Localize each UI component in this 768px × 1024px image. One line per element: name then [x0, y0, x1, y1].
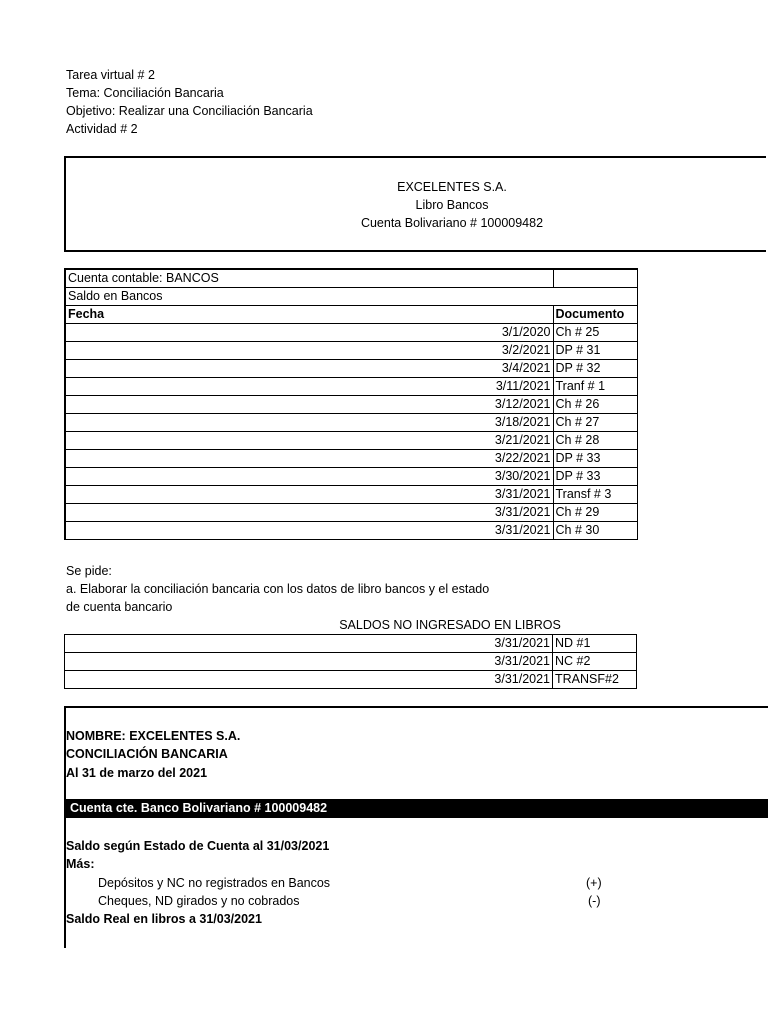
ledger-row	[65, 324, 637, 342]
ledger-row	[65, 468, 637, 486]
ledger-col-document: Documento	[553, 306, 637, 324]
unrecorded-document-cell: NC #2	[553, 653, 637, 671]
ledger-date-cell: 3/12/2021	[65, 396, 553, 414]
ledger-date-cell: 3/4/2021	[65, 360, 553, 378]
deposits-sign: (+)	[586, 876, 602, 890]
unrecorded-table	[64, 634, 637, 689]
ledger-row	[65, 432, 637, 450]
ledger-date-cell: 3/31/2021	[65, 522, 553, 540]
ledger-date-cell: 3/1/2020	[65, 324, 553, 342]
ledger-document-cell: DP # 33	[553, 450, 637, 468]
ledger-row	[65, 342, 637, 360]
ledger-document-cell: DP # 32	[553, 360, 637, 378]
ledger-row	[65, 450, 637, 468]
ledger-row	[65, 360, 637, 378]
ledger-col-date: Fecha	[65, 306, 553, 324]
intro-objetivo: Objetivo: Realizar una Conciliación Bancaria	[66, 104, 313, 118]
task-heading: Se pide:	[66, 564, 112, 578]
statement-balance-label: Saldo según Estado de Cuenta al 31/03/2021	[66, 839, 330, 853]
ledger-date-cell: 3/31/2021	[65, 486, 553, 504]
ledger-document-cell: Tranf # 1	[553, 378, 637, 396]
ledger-date-cell: 3/18/2021	[65, 414, 553, 432]
recon-title: CONCILIACIÓN BANCARIA	[66, 747, 228, 761]
ledger-document-cell: Ch # 29	[553, 504, 637, 522]
real-balance-label: Saldo Real en libros a 31/03/2021	[66, 912, 262, 926]
unrecorded-row	[65, 671, 637, 689]
ledger-table	[64, 268, 638, 540]
intro-actividad: Actividad # 2	[66, 122, 138, 136]
unrecorded-date-cell: 3/31/2021	[65, 635, 553, 653]
ledger-date-cell: 3/22/2021	[65, 450, 553, 468]
ledger-header-row	[65, 306, 637, 324]
ledger-rows	[65, 324, 637, 540]
company-header-box	[64, 156, 766, 252]
unrecorded-title: SALDOS NO INGRESADO EN LIBROS	[339, 618, 561, 632]
company-name: EXCELENTES S.A.	[397, 180, 507, 194]
ledger-date-cell: 3/30/2021	[65, 468, 553, 486]
ledger-date-cell: 3/31/2021	[65, 504, 553, 522]
checks-label: Cheques, ND girados y no cobrados	[98, 894, 300, 908]
ledger-account-label: Cuenta contable: BANCOS	[65, 269, 553, 288]
unrecorded-document-cell: TRANSF#2	[553, 671, 637, 689]
intro-tema: Tema: Conciliación Bancaria	[66, 86, 224, 100]
ledger-row	[65, 396, 637, 414]
checks-sign: (-)	[588, 894, 601, 908]
intro-tarea: Tarea virtual # 2	[66, 68, 155, 82]
recon-company-name: NOMBRE: EXCELENTES S.A.	[66, 729, 241, 743]
unrecorded-rows	[65, 635, 637, 689]
ledger-document-cell: Ch # 27	[553, 414, 637, 432]
unrecorded-document-cell: ND #1	[553, 635, 637, 653]
bank-account-bar: Cuenta cte. Banco Bolivariano # 100009482	[64, 799, 768, 818]
ledger-document-cell: Ch # 28	[553, 432, 637, 450]
ledger-row	[65, 486, 637, 504]
unrecorded-row	[65, 635, 637, 653]
ledger-date-cell: 3/21/2021	[65, 432, 553, 450]
book-name: Libro Bancos	[415, 198, 489, 212]
ledger-document-cell: Ch # 26	[553, 396, 637, 414]
ledger-document-cell: DP # 33	[553, 468, 637, 486]
ledger-row	[65, 504, 637, 522]
ledger-document-cell: Transf # 3	[553, 486, 637, 504]
task-line-1: a. Elaborar la conciliación bancaria con los datos de libro bancos y el estado	[66, 582, 490, 596]
unrecorded-date-cell: 3/31/2021	[65, 653, 553, 671]
ledger-document-cell: Ch # 25	[553, 324, 637, 342]
ledger-date-cell: 3/2/2021	[65, 342, 553, 360]
plus-label: Más:	[66, 857, 95, 871]
ledger-balance-row	[65, 288, 637, 306]
recon-date: Al 31 de marzo del 2021	[66, 766, 208, 780]
deposits-label: Depósitos y NC no registrados en Bancos	[98, 876, 331, 890]
ledger-date-cell: 3/11/2021	[65, 378, 553, 396]
ledger-document-cell: DP # 31	[553, 342, 637, 360]
ledger-row	[65, 522, 637, 540]
ledger-document-cell: Ch # 30	[553, 522, 637, 540]
ledger-row	[65, 414, 637, 432]
ledger-row	[65, 378, 637, 396]
ledger-account-row	[65, 269, 637, 288]
unrecorded-row	[65, 653, 637, 671]
ledger-account-empty	[553, 269, 637, 288]
unrecorded-date-cell: 3/31/2021	[65, 671, 553, 689]
bank-account-title: Cuenta Bolivariano # 100009482	[360, 216, 544, 230]
ledger-balance-label: Saldo en Bancos	[65, 288, 637, 306]
task-line-2: de cuenta bancario	[66, 600, 173, 614]
